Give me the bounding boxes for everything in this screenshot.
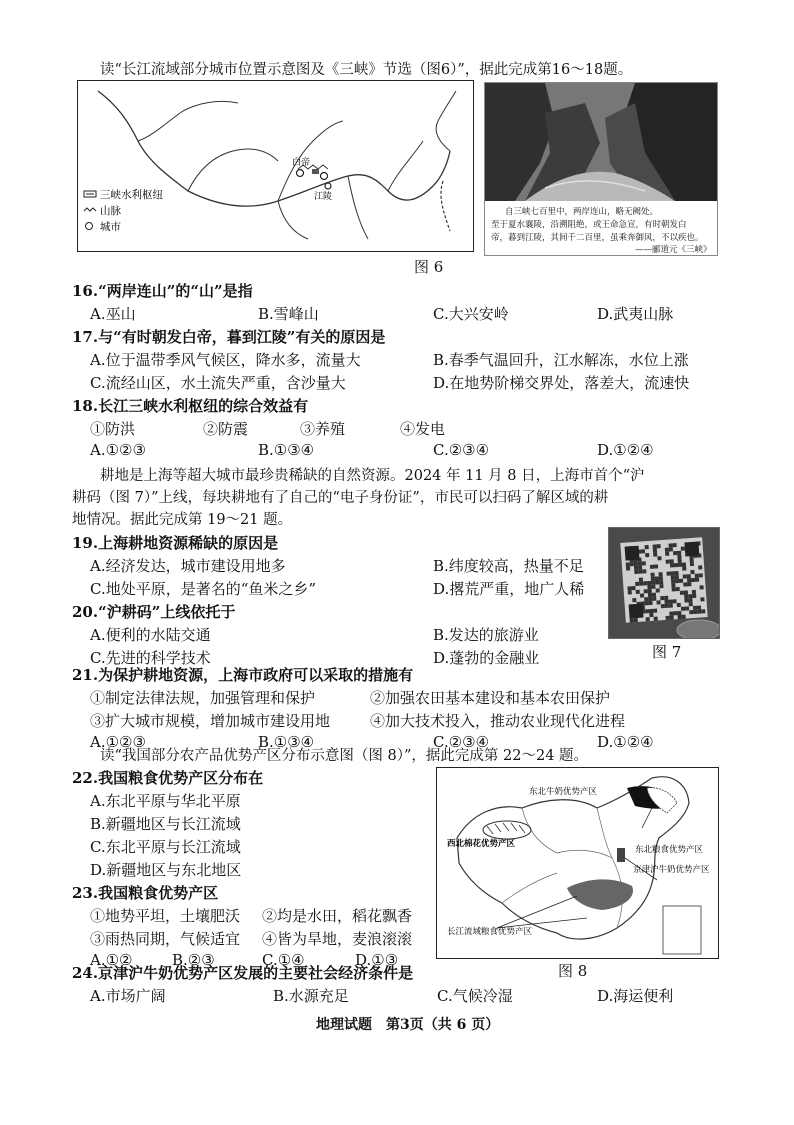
- china-map-svg: [437, 768, 718, 958]
- q19-opt-d: D.撂荒严重，地广人稀: [433, 580, 585, 598]
- city-baidi: 白帝: [292, 158, 311, 168]
- three-gorges-painting: [484, 82, 718, 256]
- q20-opt-a: A.便利的水陆交通: [90, 626, 211, 644]
- q21-item-2: ②加强农田基本建设和基本农田保护: [370, 689, 611, 707]
- q21-opt-d: D.①②④: [597, 733, 654, 751]
- q21-opt-a: A.①②③: [90, 733, 146, 751]
- q24-opt-d: D.海运便利: [597, 987, 674, 1005]
- label-nw-cotton: 西北棉花优势产区: [447, 839, 516, 849]
- q20-opt-c: C.先进的科学技术: [90, 649, 211, 667]
- intro-fig8: 读“我国部分农产品优势产区分布示意图（图 8）”，据此完成第 22～24 题。: [100, 748, 589, 764]
- intro2-line3: 地情况。据此完成第 19～21 题。: [72, 512, 293, 528]
- q18-opt-b: B.①③④: [258, 441, 315, 459]
- label-ne-milk: 东北牛奶优势产区: [529, 787, 598, 797]
- q17-opt-a: A.位于温带季风气候区，降水多，流量大: [90, 351, 361, 369]
- q19-stem: 19.上海耕地资源稀缺的原因是: [72, 534, 279, 552]
- q18-item-4: ④发电: [400, 420, 446, 438]
- q23-opt-a: A.①②: [90, 951, 133, 969]
- painting-svg: [485, 83, 717, 201]
- q17-opt-c: C.流经山区，水土流失严重，含沙量大: [90, 374, 346, 392]
- q23-item-2: ②均是水田，稻花飘香: [262, 907, 413, 925]
- q24-opt-c: C.气候冷湿: [437, 987, 513, 1005]
- q16-opt-d: D.武夷山脉: [597, 305, 674, 323]
- q16-opt-a: A.巫山: [90, 305, 136, 323]
- label-yangtze-grain: 长江流域粮食优势产区: [447, 927, 533, 937]
- q22-stem: 22.我国粮食优势产区分布在: [72, 769, 264, 787]
- river-map-svg: [78, 81, 473, 251]
- q17-opt-d: D.在地势阶梯交界处，落差大，流速快: [433, 374, 690, 392]
- q23-opt-d: D.①③: [355, 951, 399, 969]
- q24-stem: 24.京津沪牛奶优势产区发展的主要社会经济条件是: [72, 964, 414, 982]
- q24-opt-b: B.水源充足: [273, 987, 349, 1005]
- q22-opt-c: C.东北平原与长江流域: [90, 838, 241, 856]
- fig8-caption: 图 8: [558, 962, 588, 980]
- legend-mountain: 山脉: [100, 205, 121, 217]
- poem-line1: 自三峡七百里中，两岸连山，略无阙处。: [505, 207, 659, 217]
- q23-opt-c: C.①④: [262, 951, 305, 969]
- fig6-caption: 图 6: [414, 258, 444, 276]
- q22-opt-d: D.新疆地区与东北地区: [90, 861, 242, 879]
- q17-opt-b: B.春季气温回升，江水解冻，水位上涨: [433, 351, 689, 369]
- q23-item-4: ④皆为旱地，麦浪滚滚: [262, 930, 413, 948]
- q19-opt-a: A.经济发达，城市建设用地多: [90, 557, 286, 575]
- label-jjh-milk: 京津沪牛奶优势产区: [633, 865, 710, 875]
- q18-item-3: ③养殖: [300, 420, 346, 438]
- q21-opt-b: B.①③④: [258, 733, 315, 751]
- fig7-caption: 图 7: [652, 643, 682, 661]
- q20-opt-d: D.蓬勃的金融业: [433, 649, 540, 667]
- intro2-line2: 耕码（图 7）”上线，每块耕地有了自己的“电子身份证”，市民可以扫码了解区域的耕: [72, 490, 609, 506]
- q18-opt-c: C.②③④: [433, 441, 490, 459]
- qr-code-icon: [609, 528, 719, 638]
- q24-opt-a: A.市场广阔: [90, 987, 166, 1005]
- q23-opt-b: B.②③: [172, 951, 215, 969]
- q17-stem: 17.与“有时朝发白帝，暮到江陵”有关的原因是: [72, 328, 386, 346]
- q16-opt-b: B.雪峰山: [258, 305, 319, 323]
- q21-stem: 21.为保护耕地资源，上海市政府可以采取的措施有: [72, 666, 414, 684]
- hugengma-qr-image: [608, 527, 720, 639]
- q21-opt-c: C.②③④: [433, 733, 490, 751]
- q19-opt-c: C.地处平原，是著名的“鱼米之乡”: [90, 580, 317, 598]
- q21-item-3: ③扩大城市规模，增加城市建设用地: [90, 712, 331, 730]
- intro-fig6: 读“长江流域部分城市位置示意图及《三峡》节选（图6）”，据此完成第16～18题。: [100, 62, 633, 78]
- q18-item-1: ①防洪: [90, 420, 136, 438]
- q21-item-1: ①制定法律法规，加强管理和保护: [90, 689, 316, 707]
- q23-item-1: ①地势平坦，土壤肥沃: [90, 907, 241, 925]
- legend-dam: 三峡水利枢纽: [100, 189, 163, 201]
- q18-opt-d: D.①②④: [597, 441, 654, 459]
- q21-item-4: ④加大技术投入，推动农业现代化进程: [370, 712, 626, 730]
- q23-stem: 23.我国粮食优势产区: [72, 884, 219, 902]
- q20-stem: 20.“沪耕码”上线依托于: [72, 603, 236, 621]
- page-footer: 地理试题 第3页（共 6 页）: [316, 1017, 500, 1033]
- poem-line3: 帝，暮到江陵，其间千二百里，虽乘奔御风，不以疾也。: [491, 233, 704, 243]
- q22-opt-a: A.东北平原与华北平原: [90, 792, 241, 810]
- q19-opt-b: B.纬度较高，热量不足: [433, 557, 584, 575]
- poem-source: ——郦道元《三峡》: [635, 245, 712, 255]
- city-jiangling: 江陵: [314, 192, 333, 202]
- label-ne-grain: 东北粮食优势产区: [635, 845, 704, 855]
- q18-opt-a: A.①②③: [90, 441, 146, 459]
- q18-item-2: ②防震: [203, 420, 249, 438]
- q23-item-3: ③雨热同期，气候适宜: [90, 930, 241, 948]
- q16-opt-c: C.大兴安岭: [433, 305, 509, 323]
- q22-opt-b: B.新疆地区与长江流域: [90, 815, 241, 833]
- map-yangtze: [77, 80, 474, 252]
- china-agri-map: [436, 767, 719, 959]
- poem-line2: 至于夏水襄陵，沿溯阻绝，或王命急宣，有时朝发白: [491, 220, 687, 230]
- q18-stem: 18.长江三峡水利枢纽的综合效益有: [72, 397, 309, 415]
- legend-city: 城市: [100, 221, 121, 233]
- q20-opt-b: B.发达的旅游业: [433, 626, 539, 644]
- intro2-line1: 耕地是上海等超大城市最珍贵稀缺的自然资源。2024 年 11 月 8 日，上海市首个“沪: [100, 468, 645, 484]
- q16-stem: 16.“两岸连山”的“山”是指: [72, 282, 253, 300]
